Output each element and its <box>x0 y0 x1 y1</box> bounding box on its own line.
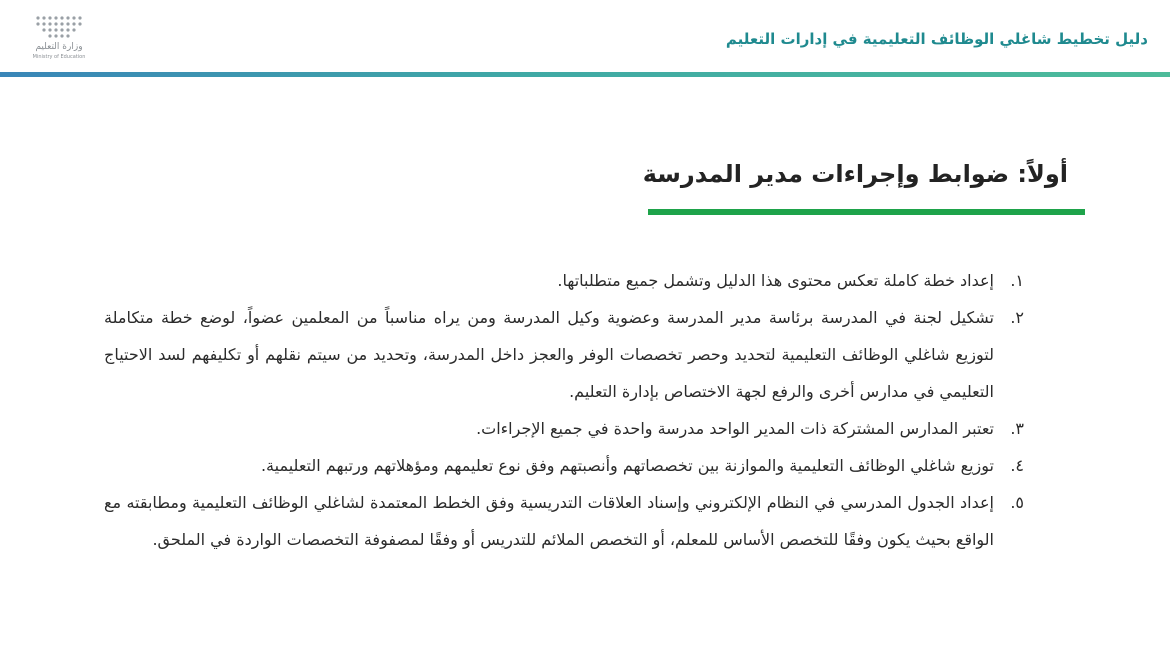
list-item-number: ٣. <box>1010 419 1024 438</box>
list-item <box>104 262 1024 299</box>
list-item <box>104 484 1024 558</box>
list-item-text: توزيع شاغلي الوظائف التعليمية والموازنة بين تخصصاتهم وأنصبتهم وفق نوع تعليمهم ومؤهلاتهم ورتبهم التعليمية. <box>260 456 994 475</box>
procedures-list <box>104 262 1024 558</box>
list-item <box>104 447 1024 484</box>
list-item-number: ٢. <box>1010 308 1024 327</box>
list-item <box>104 410 1024 447</box>
ministry-logo <box>28 14 90 60</box>
section-title: أولاً: ضوابط وإجراءات مدير المدرسة <box>642 160 1068 188</box>
header-divider <box>0 72 1170 77</box>
section-title-underline <box>648 209 1085 215</box>
list-item-text: إعداد خطة كاملة تعكس محتوى هذا الدليل وتشمل جميع متطلباتها. <box>557 271 994 290</box>
list-item-text: تشكيل لجنة في المدرسة برئاسة مدير المدرسة وعضوية وكيل المدرسة ومن يراه مناسباً من المعلمين عضواً، لوضع خطة متكاملة لتوزيع شاغلي الوظائف التعليمية لتحديد وحصر تخصصات الوفر والعجز داخل المدرسة، وتحديد من سيتم نقلهم أو تكليفهم لسد الاحتياج التعليمي في مدارس أخرى والرفع لجهة الاختصاص بإدارة التعليم. <box>104 308 994 401</box>
document-title: دليل تخطيط شاغلي الوظائف التعليمية في إدارات التعليم <box>725 30 1148 48</box>
logo-dots-icon <box>32 14 88 40</box>
list-item-number: ١. <box>1010 271 1024 290</box>
logo-text-english: Ministry of Education <box>32 54 86 60</box>
page-header <box>0 0 1170 72</box>
list-item-number: ٤. <box>1010 456 1024 475</box>
list-item-text: إعداد الجدول المدرسي في النظام الإلكتروني وإسناد العلاقات التدريسية وفق الخطط المعتمدة لشاغلي الوظائف التعليمية ومطابقته مع الواقع بحيث يكون وفقًا للتخصص الأساس للمعلم، أو التخصص الملائم للتدريس أو وفقًا لمصفوفة التخصصات الواردة في الملحق. <box>104 493 994 549</box>
list-item-text: تعتبر المدارس المشتركة ذات المدير الواحد مدرسة واحدة في جميع الإجراءات. <box>476 419 994 438</box>
list-item <box>104 299 1024 410</box>
logo-text-arabic: وزارة التعليم <box>35 42 83 52</box>
list-item-number: ٥. <box>1010 493 1024 512</box>
